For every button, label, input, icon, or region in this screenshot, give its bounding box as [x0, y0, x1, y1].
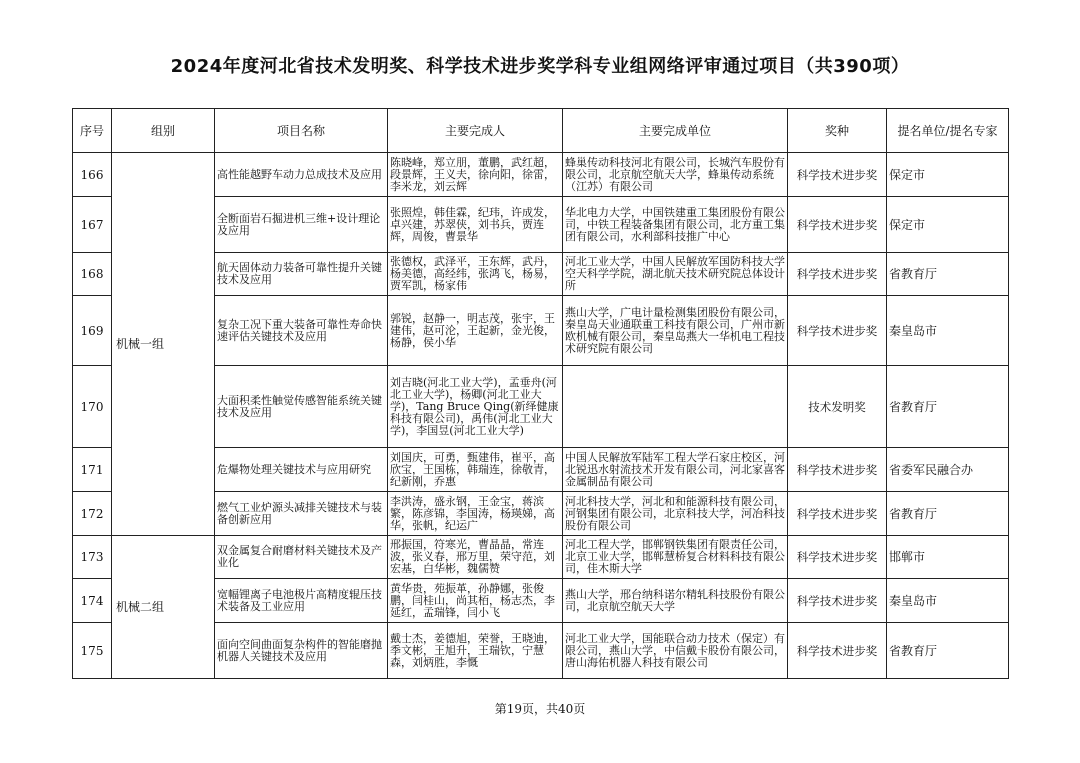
row-seq: 166: [73, 153, 112, 197]
row-award: 科学技术进步奖: [788, 623, 887, 679]
row-persons: 刘国庆，可勇，甄建伟，崔平，高欣宝，王国栋，韩瑞连，徐敬青，纪新刚，乔惠: [388, 448, 563, 492]
row-project: 大面积柔性触觉传感智能系统关键技术及应用: [215, 366, 388, 448]
row-project: 复杂工况下重大装备可靠性寿命快速评估关键技术及应用: [215, 296, 388, 366]
row-nominator: 省委军民融合办: [887, 448, 1009, 492]
row-units: 燕山大学，邢台纳科诺尔精轧科技股份有限公司，北京航空航天大学: [563, 579, 788, 623]
page-footer: 第19页，共40页: [494, 702, 586, 716]
col-header-persons: 主要完成人: [388, 109, 563, 153]
row-seq: 168: [73, 253, 112, 296]
row-units: 华北电力大学，中国铁建重工集团股份有限公司，中铁工程装备集团有限公司，北方重工集团有限公司，水利部科技推广中心: [563, 197, 788, 253]
row-nominator: 秦皇岛市: [887, 579, 1009, 623]
row-persons: 戴士杰，姜德旭，荣誉，王晓迪，季文彬，王旭升，王瑞钦，宁慧森，刘炳胜，李慨: [388, 623, 563, 679]
row-award: 科学技术进步奖: [788, 253, 887, 296]
table-row: [73, 536, 1009, 579]
row-nominator: 保定市: [887, 153, 1009, 197]
row-nominator: 邯郸市: [887, 536, 1009, 579]
col-header-group: 组别: [112, 109, 215, 153]
results-table: [72, 108, 1009, 679]
row-persons: 黄华贵，苑振革，孙静娜，张俊鹏，闫桂山，尚其栢，杨志杰，李延红，孟瑞锋，闫小飞: [388, 579, 563, 623]
row-persons: 邢振国，符寒光，曹晶晶，常连波，张义春，邢万里，荣守范，刘宏基，白华彬，魏儒赞: [388, 536, 563, 579]
row-units: 河北工业大学，国能联合动力技术（保定）有限公司，燕山大学，中信戴卡股份有限公司，唐山海佑机器人科技有限公司: [563, 623, 788, 679]
row-units: 河北科技大学，河北和和能源科技有限公司，河钢集团有限公司，北京科技大学，河冶科技股份有限公司: [563, 492, 788, 536]
row-nominator: 保定市: [887, 197, 1009, 253]
header-row: [73, 109, 1009, 153]
row-project: 高性能越野车动力总成技术及应用: [215, 153, 388, 197]
row-nominator: 省教育厅: [887, 253, 1009, 296]
row-project: 全断面岩石掘进机三维+设计理论及应用: [215, 197, 388, 253]
row-project: 航天固体动力装备可靠性提升关键技术及应用: [215, 253, 388, 296]
row-persons: 张德权，武泽平，王东辉，武丹，杨美德，高经纬，张鸿飞，杨易，贾军凯，杨家伟: [388, 253, 563, 296]
row-nominator: 省教育厅: [887, 366, 1009, 448]
row-units: [563, 366, 788, 448]
row-seq: 172: [73, 492, 112, 536]
row-seq: 170: [73, 366, 112, 448]
table-row: [73, 153, 1009, 197]
row-persons: 李洪涛，盛永钢，王金宝，蒋滨繁，陈彦锦，李国涛，杨瑛娣，高华，张帆，纪运广: [388, 492, 563, 536]
col-header-nominator: 提名单位/提名专家: [887, 109, 1009, 153]
row-project: 宽幅锂离子电池极片高精度辊压技术装备及工业应用: [215, 579, 388, 623]
row-seq: 174: [73, 579, 112, 623]
row-units: 河北工业大学，中国人民解放军国防科技大学空天科学学院，湖北航天技术研究院总体设计所: [563, 253, 788, 296]
row-persons: 陈晓峰，郑立朋，董鹏，武红超，段景辉，王义夫，徐向阳，徐雷，李米龙，刘云辉: [388, 153, 563, 197]
row-award: 科学技术进步奖: [788, 492, 887, 536]
row-seq: 169: [73, 296, 112, 366]
row-units: 蜂巢传动科技河北有限公司，长城汽车股份有限公司，北京航空航天大学，蜂巢传动系统（江苏）有限公司: [563, 153, 788, 197]
row-nominator: 秦皇岛市: [887, 296, 1009, 366]
row-units: 河北工程大学，邯郸钢铁集团有限责任公司，北京工业大学，邯郸慧桥复合材料科技有限公司，佳木斯大学: [563, 536, 788, 579]
row-seq: 167: [73, 197, 112, 253]
row-project: 危爆物处理关键技术与应用研究: [215, 448, 388, 492]
row-persons: 郭锐，赵静一，明志茂，张宇，王建伟，赵可沦，王起新，金光俊，杨静，侯小华: [388, 296, 563, 366]
row-seq: 171: [73, 448, 112, 492]
group-cell: 机械一组: [112, 153, 215, 536]
page-title: 2024年度河北省技术发明奖、科学技术进步奖学科专业组网络评审通过项目（共390项）: [170, 56, 910, 77]
row-units: 燕山大学，广电计量检测集团股份有限公司，秦皇岛天业通联重工科技有限公司，广州市新欧机械有限公司，秦皇岛燕大一华机电工程技术研究院有限公司: [563, 296, 788, 366]
row-award: 科学技术进步奖: [788, 153, 887, 197]
row-award: 技术发明奖: [788, 366, 887, 448]
row-units: 中国人民解放军陆军工程大学石家庄校区，河北锐迅水射流技术开发有限公司，河北家喜客金属制品有限公司: [563, 448, 788, 492]
row-award: 科学技术进步奖: [788, 536, 887, 579]
col-header-units: 主要完成单位: [563, 109, 788, 153]
row-persons: 张照煌，韩佳霖，纪玮，许成发，卓兴建，苏翠侠，刘书兵，贾连辉，周俊，曹景华: [388, 197, 563, 253]
row-project: 面向空间曲面复杂构件的智能磨抛机器人关键技术及应用: [215, 623, 388, 679]
row-nominator: 省教育厅: [887, 623, 1009, 679]
col-header-seq: 序号: [73, 109, 112, 153]
row-seq: 173: [73, 536, 112, 579]
row-persons: 刘吉晓(河北工业大学)，孟垂舟(河北工业大学)，杨卿(河北工业大学)，Tang Bruce Qing(新绎健康科技有限公司)，禹伟(河北工业大学)，李国昱(河北工业大学): [388, 366, 563, 448]
row-award: 科学技术进步奖: [788, 296, 887, 366]
row-project: 双金属复合耐磨材料关键技术及产业化: [215, 536, 388, 579]
row-seq: 175: [73, 623, 112, 679]
row-award: 科学技术进步奖: [788, 448, 887, 492]
col-header-project: 项目名称: [215, 109, 388, 153]
col-header-award: 奖种: [788, 109, 887, 153]
row-award: 科学技术进步奖: [788, 197, 887, 253]
row-nominator: 省教育厅: [887, 492, 1009, 536]
row-project: 燃气工业炉源头减排关键技术与装备创新应用: [215, 492, 388, 536]
group-cell: 机械二组: [112, 536, 215, 679]
row-award: 科学技术进步奖: [788, 579, 887, 623]
